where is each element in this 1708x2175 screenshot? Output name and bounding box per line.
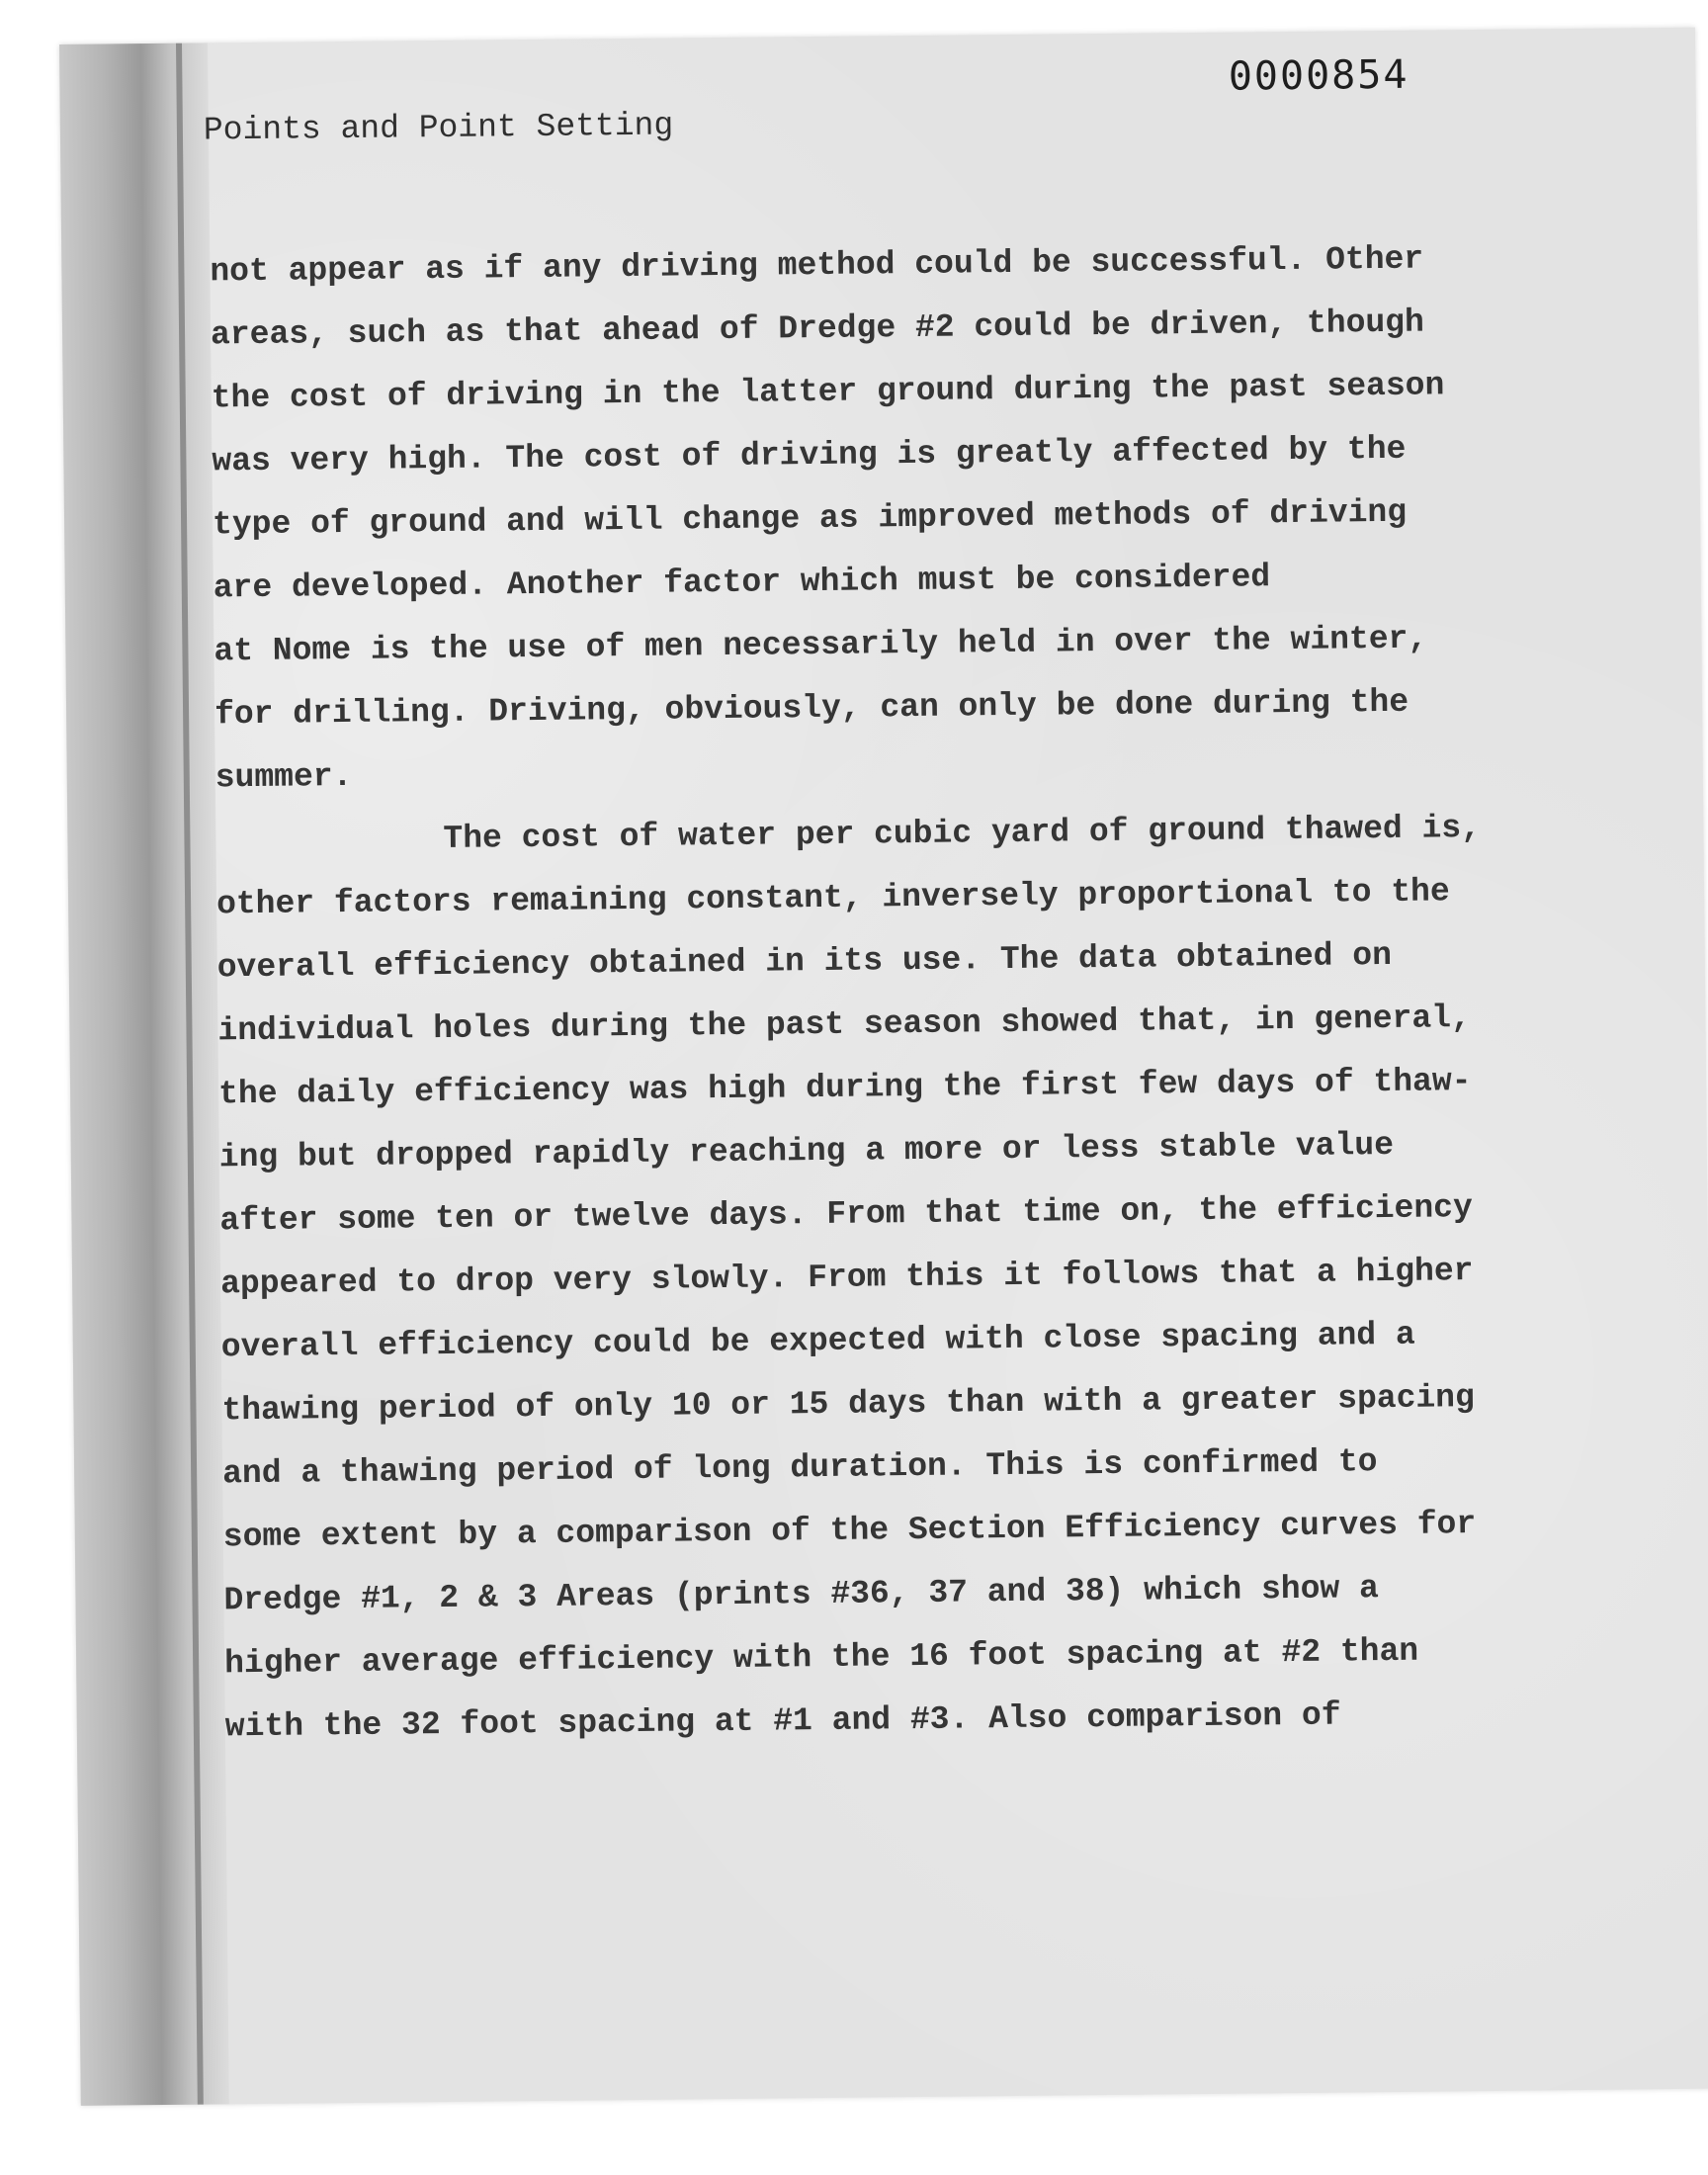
document-number: 0000854: [1228, 51, 1409, 100]
text-line: ing but dropped rapidly reaching a more or less stable value: [218, 1126, 1395, 1176]
text-line: some extent by a comparison of the Section Efficiency curves for: [222, 1506, 1477, 1556]
text-line: was very high. The cost of driving is greatly affected by the: [212, 430, 1407, 480]
text-line: and a thawing period of long duration. This is confirmed to: [221, 1443, 1378, 1493]
text-line: at Nome is the use of men necessarily held in over the winter,: [214, 620, 1428, 670]
text-line: appeared to drop very slowly. From this it follows that a higher: [219, 1253, 1474, 1303]
document-page: [59, 28, 1708, 2106]
text-line: are developed. Another factor which must be considered: [213, 559, 1271, 607]
text-line: after some ten or twelve days. From that time on, the efficiency: [219, 1189, 1473, 1240]
text-line: the daily efficiency was high during the first few days of thaw-: [217, 1063, 1472, 1113]
text-line: for drilling. Driving, obviously, can only be done during the: [214, 683, 1409, 734]
text-line: The cost of water per cubic yard of ground thawed is,: [443, 809, 1482, 857]
text-line: areas, such as that ahead of Dredge #2 could be driven, though: [210, 304, 1425, 354]
text-line: not appear as if any driving method could be successful. Other: [210, 240, 1424, 291]
text-line: type of ground and will change as improved methods of driving: [212, 493, 1408, 544]
text-line: summer.: [214, 757, 353, 797]
text-line: overall efficiency could be expected with close spacing and a: [220, 1316, 1415, 1366]
document-header: Points and Point Setting: [203, 107, 674, 149]
text-line: thawing period of only 10 or 15 days than with a greater spacing: [221, 1379, 1476, 1430]
text-line: with the 32 foot spacing at #1 and #3. Also comparison of: [224, 1696, 1341, 1746]
text-line: Dredge #1, 2 & 3 Areas (prints #36, 37 and 38) which show a: [223, 1570, 1380, 1619]
text-line: other factors remaining constant, inversely proportional to the: [215, 873, 1450, 923]
text-line: individual holes during the past season showed that, in general,: [217, 1000, 1471, 1050]
body-text: [210, 226, 1629, 1760]
text-line: higher average efficiency with the 16 foot spacing at #2 than: [223, 1632, 1419, 1683]
text-line: overall efficiency obtained in its use. The data obtained on: [216, 936, 1393, 987]
binding-strip: [59, 43, 229, 2105]
text-line: the cost of driving in the latter ground during the past season: [211, 367, 1445, 417]
